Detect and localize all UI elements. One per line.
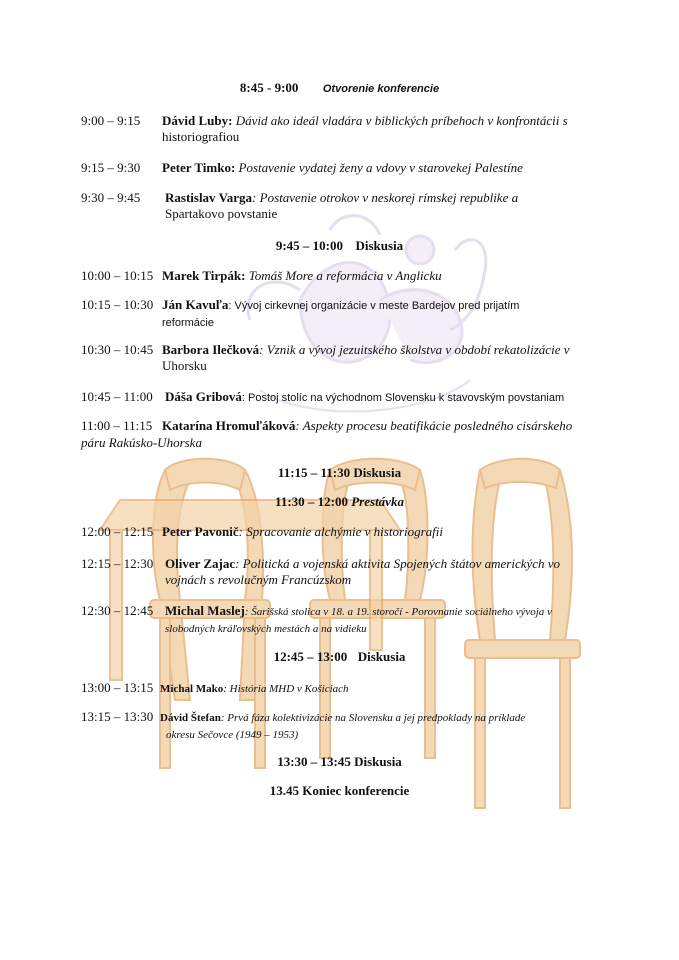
schedule-time: 13:00 – 13:15 — [81, 680, 154, 695]
talk-title-cont: páru Rakúsko-Uhorska — [81, 435, 202, 450]
schedule-entry — [162, 297, 632, 331]
schedule-time: 9:15 – 9:30 — [81, 160, 141, 175]
speaker-name: Dávid Štefan — [160, 712, 221, 724]
talk-title-cont: reformácie — [162, 317, 214, 329]
schedule-entry — [160, 709, 620, 743]
break-row — [0, 465, 679, 481]
speaker-name: Barbora Ilečková — [162, 342, 260, 357]
speaker-name: Michal Mako — [160, 683, 224, 695]
break-label: Diskusia — [354, 754, 402, 769]
schedule-entry — [160, 680, 610, 697]
schedule-time: 10:30 – 10:45 — [81, 342, 154, 357]
schedule-entry — [162, 268, 622, 284]
schedule-entry — [162, 524, 612, 540]
speaker-name: Dávid Luby: — [162, 113, 233, 128]
schedule-time: 10:00 – 10:15 — [81, 268, 154, 283]
talk-title-cont: Spartakovo povstanie — [165, 206, 278, 221]
talk-title-cont: vojnách s revolučným Francúzskom — [165, 572, 352, 587]
talk-title: Postavenie vydatej ženy a vdovy v starovekej Palestíne — [238, 160, 523, 175]
schedule-time: 10:15 – 10:30 — [81, 297, 154, 312]
talk-title: : História MHD v Košiciach — [223, 683, 349, 695]
closing-label: Koniec konferencie — [302, 783, 410, 798]
speaker-name: Ján Kavuľa — [162, 297, 229, 312]
talk-title: : Vznik a vývoj jezuitského školstva v období rekatolizácie v — [259, 342, 570, 357]
break-row — [0, 649, 679, 665]
break-row — [0, 754, 679, 770]
closing-time: 13.45 — [269, 783, 299, 798]
schedule-time: 13:15 – 13:30 — [81, 709, 154, 724]
schedule-time: 12:15 – 12:30 — [81, 556, 154, 571]
schedule-entry — [162, 160, 602, 176]
schedule-time: 12:30 – 12:45 — [81, 603, 154, 618]
break-row — [0, 494, 679, 510]
break-time: 12:45 – 13:00 — [273, 649, 348, 664]
talk-title: Tomáš More a reformácia v Anglicku — [248, 268, 442, 283]
closing-row — [0, 783, 679, 799]
schedule-entry — [165, 389, 635, 406]
break-time: 11:15 – 11:30 — [277, 465, 351, 480]
speaker-name: Marek Tirpák: — [162, 268, 246, 283]
talk-title: : Prvá fáza kolektivizácie na Slovensku a jej predpoklady na príklade — [220, 712, 526, 724]
talk-title-cont: Uhorsku — [162, 358, 207, 373]
talk-title-cont: okresu Sečovce (1949 – 1953) — [166, 729, 299, 741]
opening-row — [0, 80, 679, 97]
schedule-time: 12:00 – 12:15 — [81, 524, 154, 539]
schedule-time: 11:00 – 11:15 — [81, 418, 153, 433]
break-time: 9:45 – 10:00 — [275, 238, 343, 253]
schedule-time: 10:45 – 11:00 — [81, 389, 153, 404]
talk-title: : Postoj stolíc na východnom Slovensku k stavovským povstaniam — [241, 392, 565, 404]
speaker-name: Oliver Zajac — [165, 556, 236, 571]
schedule-entry — [165, 556, 605, 588]
schedule-time: 9:30 – 9:45 — [81, 190, 141, 205]
speaker-name: Katarína Hromuľáková — [162, 418, 296, 433]
speaker-name: Peter Timko: — [162, 160, 236, 175]
talk-title-cont: historiografiou — [162, 129, 240, 144]
speaker-name: Dáša Gribová — [165, 389, 242, 404]
schedule-entry — [165, 190, 605, 222]
talk-title-cont: slobodných kráľovských mestách a na vidieku — [165, 623, 367, 635]
break-row — [0, 238, 679, 254]
speaker-name: Rastislav Varga — [165, 190, 253, 205]
schedule-entry — [162, 342, 622, 374]
talk-title-cont-row — [81, 435, 481, 451]
schedule-entry — [162, 418, 612, 434]
break-label: Diskusia — [355, 238, 404, 253]
schedule-time: 9:00 – 9:15 — [81, 113, 141, 128]
break-time: 13:30 – 13:45 — [277, 754, 351, 769]
talk-title: : Aspekty procesu beatifikácie posledného cisárskeho — [295, 418, 573, 433]
speaker-name: Peter Pavonič — [162, 524, 239, 539]
talk-title: : Šarišská stolica v 18. a 19. storočí - Porovnanie sociálneho vývoja v — [244, 606, 552, 618]
talk-title: : Spracovanie alchýmie v historiografii — [238, 524, 444, 539]
opening-label: Otvorenie konferencie — [322, 83, 440, 95]
speaker-name: Michal Maslej — [165, 603, 245, 618]
talk-title: : Postavenie otrokov v neskorej rímskej republike a — [252, 190, 519, 205]
schedule-entry — [165, 603, 625, 637]
break-time: 11:30 – 12:00 — [275, 494, 348, 509]
break-label: Diskusia — [353, 465, 402, 480]
break-label: Prestávka — [351, 494, 404, 509]
break-label: Diskusia — [357, 649, 406, 664]
opening-time: 8:45 - 9:00 — [239, 80, 299, 95]
talk-title: : Vývoj cirkevnej organizácie v meste Bardejov pred prijatím — [228, 300, 520, 312]
talk-title: Dávid ako ideál vladára v biblických príbehoch v konfrontácii s — [235, 113, 568, 128]
talk-title: : Politická a vojenská aktivita Spojených štátov amerických vo — [235, 556, 561, 571]
schedule-entry — [162, 113, 602, 145]
